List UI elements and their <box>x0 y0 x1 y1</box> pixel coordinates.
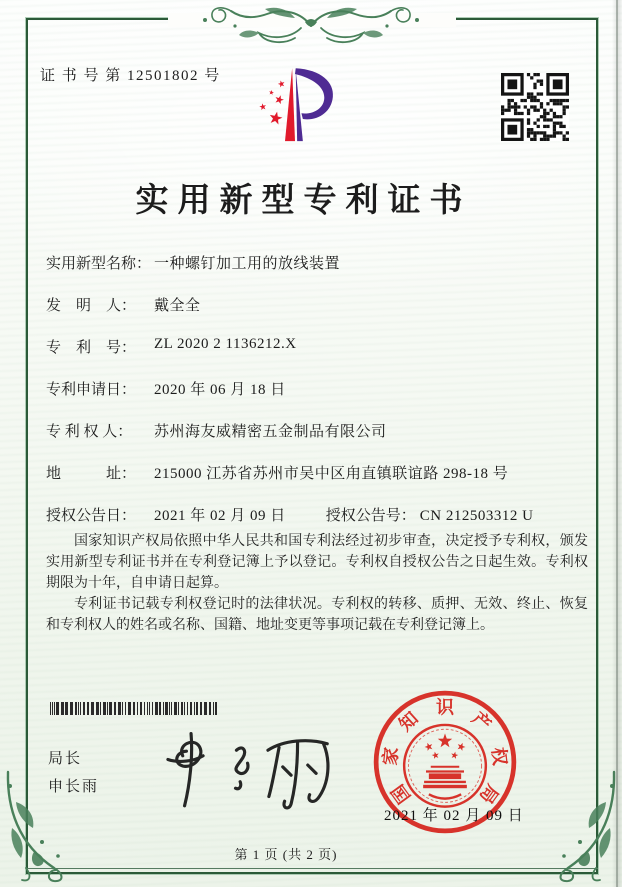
svg-text:国: 国 <box>387 780 415 808</box>
svg-text:识: 识 <box>435 697 455 718</box>
field-value: 215000 江苏省苏州市吴中区甪直镇联谊路 298-18 号 <box>154 466 509 482</box>
certificate-number: 证 书 号 第 12501802 号 <box>40 68 221 84</box>
svg-text:权: 权 <box>488 746 511 767</box>
field-value: CN 212503312 U <box>419 508 534 524</box>
field-label: 地 址： <box>46 466 137 482</box>
top-border-flourish-icon <box>171 2 451 46</box>
field-value: 2020 年 06 月 18 日 <box>154 382 286 398</box>
legal-paragraph: 专利证书记载专利权登记时的法律状况。专利权的转移、质押、无效、终止、恢复和专利权人的姓名或名称、国籍、地址变更等事项记载在专利登记簿上。 <box>46 597 588 633</box>
barcode <box>50 702 220 715</box>
svg-text:知: 知 <box>395 708 422 736</box>
legal-text <box>46 531 588 636</box>
field-label: 实用新型名称： <box>46 256 152 272</box>
field-value: 戴全全 <box>154 298 201 314</box>
signer-block <box>48 752 99 808</box>
field-row <box>46 336 592 356</box>
grant-publication-pair <box>326 508 534 524</box>
svg-text:家: 家 <box>379 746 402 767</box>
field-row <box>46 294 592 314</box>
national-emblem-icon <box>404 725 486 807</box>
field-value: 一种螺钉加工用的放线装置 <box>154 256 341 272</box>
field-row <box>46 252 592 272</box>
svg-text:产: 产 <box>468 708 495 736</box>
border-bottom-inner-line <box>26 868 598 869</box>
field-label: 授权公告号： <box>325 508 416 524</box>
certificate-fields <box>46 252 592 546</box>
field-row <box>46 378 592 398</box>
handwritten-signature <box>136 728 348 816</box>
signer-name: 申长雨 <box>48 779 100 795</box>
field-label: 专利申请日： <box>46 382 137 398</box>
bottom-right-flourish-icon <box>552 768 618 883</box>
certificate-title: 实用新型专利证书 <box>135 183 472 219</box>
field-value: ZL 2020 2 1136212.X <box>154 336 297 352</box>
field-value: 苏州海友威精密五金制品有限公司 <box>154 424 387 440</box>
seal-date: 2021 年 02 月 09 日 <box>384 808 524 824</box>
qr-code <box>501 73 569 141</box>
legal-paragraph: 国家知识产权局依照中华人民共和国专利法经过初步审查，决定授予专利权，颁发实用新型专利证书并在专利登记簿上予以登记。专利权自授权公告之日起生效。专利权期限为十年，自申请日起算。 <box>46 534 588 591</box>
scan-page-edge-line <box>616 0 618 887</box>
field-label: 专 利 权 人： <box>46 424 133 440</box>
field-label: 发 明 人： <box>46 298 137 314</box>
field-label: 专 利 号： <box>46 340 137 356</box>
field-value: 2021 年 02 月 09 日 <box>154 508 286 524</box>
field-row <box>46 462 592 482</box>
cnipa-logo-icon <box>250 62 350 146</box>
page-number: 第 1 页 (共 2 页) <box>234 847 338 862</box>
svg-text:局: 局 <box>475 780 503 808</box>
field-label: 授权公告日： <box>46 508 137 524</box>
field-row <box>46 420 592 440</box>
barcode-bars <box>50 702 217 715</box>
signer-role: 局长 <box>48 751 83 767</box>
field-row <box>46 504 592 524</box>
